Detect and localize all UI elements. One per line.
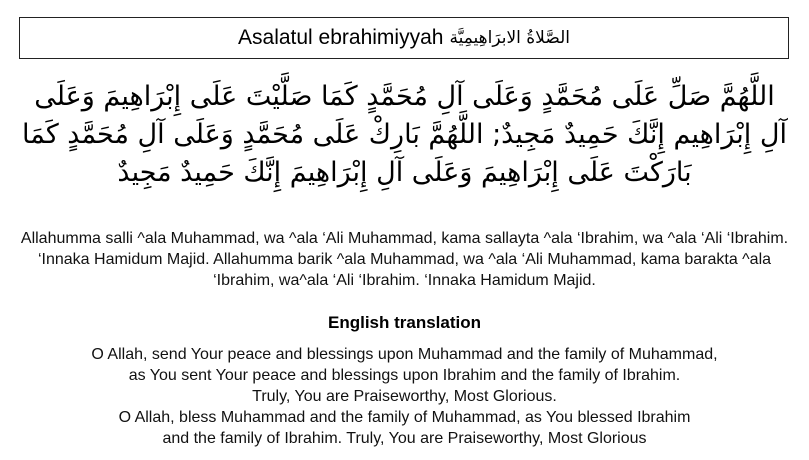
translation-heading: English translation	[327, 313, 482, 332]
title-box	[19, 17, 789, 59]
transliteration-text: Allahumma salli ^ala Muhammad, wa ^ala ‘Ali Muhammad, kama sallayta ^ala ‘Ibrahim, wa ^ala ‘Ali ‘Ibrahim. ‘Innaka Hamidum Majid. Allahumma barik ^ala Muhammad, wa ^ala ‘Ali Muhammad, kama barakta ^ala ‘Ibrahim, wa^ala ‘Ali ‘Ibrahim. ‘Innaka Hamidum Majid.	[20, 230, 789, 289]
translation-line: as You sent Your peace and blessings upon Ibrahim and the family of Ibrahim.	[128, 367, 681, 384]
translation-line: and the family of Ibrahim. Truly, You are Praiseworthy, Most Glorious	[162, 430, 647, 447]
translation-line: O Allah, bless Muhammad and the family of Muhammad, as You blessed Ibrahim	[118, 409, 691, 426]
title-latin: Asalatul ebrahimiyyah	[238, 26, 444, 49]
translation-text	[20, 344, 789, 449]
translation-line: Truly, You are Praiseworthy, Most Glorious.	[252, 388, 557, 405]
translation-line: O Allah, send Your peace and blessings upon Muhammad and the family of Muhammad,	[91, 346, 718, 363]
arabic-prayer-text: اللَّهُمَّ صَلِّ عَلَى مُحَمَّدٍ وَعَلَى آلِ مُحَمَّدٍ كَمَا صَلَّيْتَ عَلَى إِبْرَاهِيمَ وَعَلَى آلِ إِبْرَاهِيم إِنَّكَ حَمِيدٌ مَجِيدٌ; اللَّهُمَّ بَارِكْ عَلَى مُحَمَّدٍ وَعَلَى آلِ مُحَمَّدٍ كَمَا بَارَكْتَ عَلَى إِبْرَاهِيمَ وَعَلَى آلِ إِبْرَاهِيمَ إِنَّكَ حَمِيدٌ مَجِيدٌ	[22, 81, 787, 188]
title-arabic: الصَّلاةُ الابرَاهِيمِيَّة	[449, 28, 570, 48]
